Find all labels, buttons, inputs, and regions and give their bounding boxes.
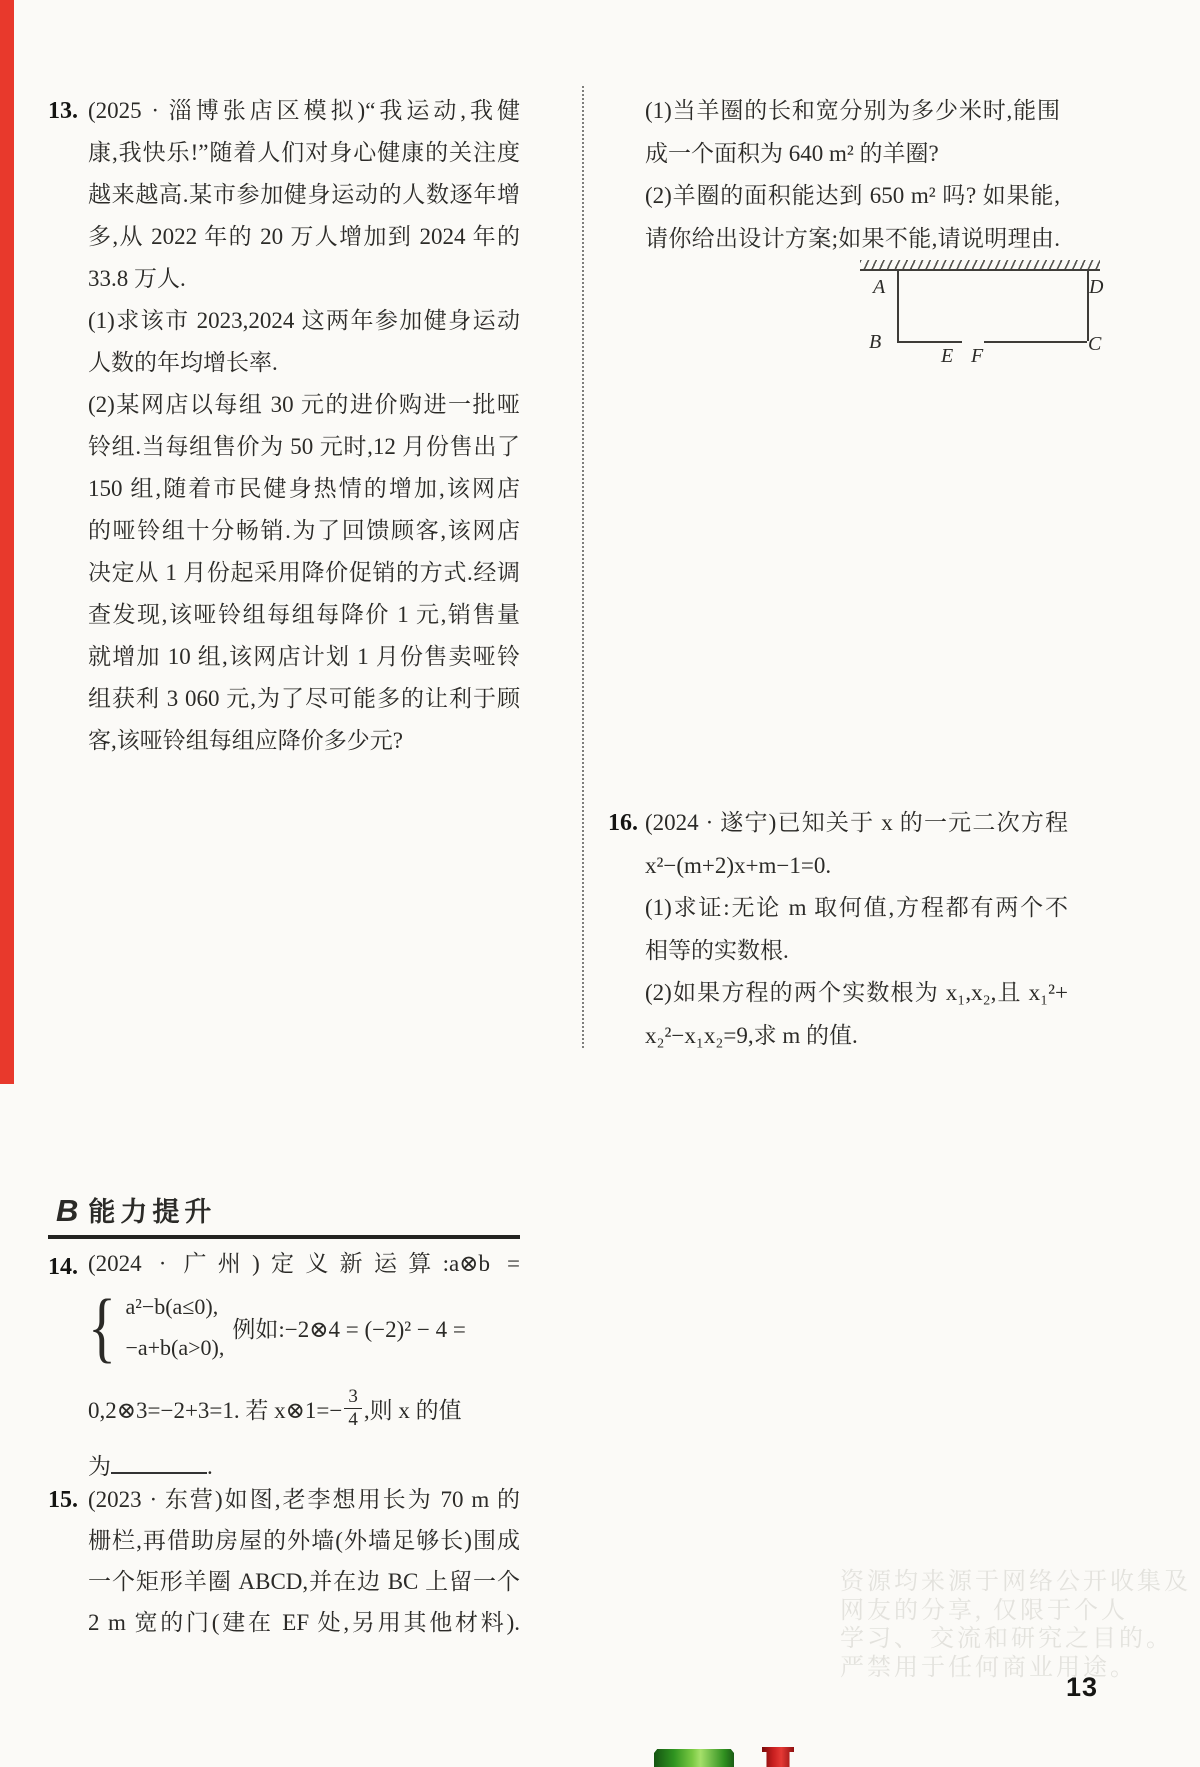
text-line: (2023 · 东营)如图,老李想用长为 70 m 的 — [88, 1487, 520, 1512]
text-line: 相等的实数根. — [645, 937, 789, 963]
text-line: (1)求证:无论 m 取何值,方程都有两个不 — [645, 895, 1068, 920]
text-line: 人数的年均增长率. — [88, 350, 278, 375]
section-header — [48, 1190, 520, 1239]
text-line: 决定从 1 月份起采用降价促销的方式.经调 — [88, 560, 520, 585]
text-line: (1)当羊圈的长和宽分别为多少米时,能围 — [645, 98, 1060, 123]
problem-number: 14. — [48, 1254, 78, 1280]
equation-text: ,则 x 的值 — [363, 1397, 462, 1423]
text-line: (1)求该市 2023,2024 这两年参加健身运动 — [88, 308, 520, 333]
text-line: 铃组.当每组售价为 50 元时,12 月份售出了 — [88, 434, 520, 459]
text-line: 客,该哑铃组每组应降价多少元? — [88, 728, 403, 753]
piecewise-case-bottom: −a+b(a>0), — [125, 1335, 225, 1360]
math-line: x²−(m+2)x+m−1=0. — [645, 852, 832, 878]
figure-label-b: B — [869, 331, 882, 353]
text-line: 150 组,随着市民健身热情的增加,该网店 — [88, 476, 520, 501]
section-title: 能力提升 — [88, 1197, 217, 1227]
math-line: x₂²−x₁x₂=9,求 m 的值. — [645, 1022, 858, 1048]
fraction-denominator: 4 — [348, 1408, 358, 1430]
section-underline — [48, 1235, 520, 1239]
text-line: (2)羊圈的面积能达到 650 m² 吗? 如果能, — [645, 183, 1060, 209]
text-line: 康,我快乐!”随着人们对身心健康的关注度 — [88, 140, 520, 165]
equation-line — [88, 1382, 520, 1434]
text-line: (2)某网店以每组 30 元的进价购进一批哑 — [88, 392, 520, 417]
figure-label-a: A — [873, 276, 886, 298]
text-line: 越来越高.某市参加健身运动的人数逐年增 — [88, 182, 520, 207]
text-line: 一个矩形羊圈 ABCD,并在边 BC 上留一个 — [88, 1569, 520, 1594]
text-line: (2024 · 遂宁)已知关于 x 的一元二次方程 — [645, 810, 1068, 835]
problem-number: 16. — [608, 810, 638, 836]
watermark — [840, 1568, 1200, 1682]
text-line: (2024 · 广州)定义新运算:a⊗b = — [88, 1251, 520, 1276]
red-edge-strip — [0, 0, 14, 1084]
problem-13 — [48, 90, 520, 762]
text-line: 组获利 3 060 元,为了尽可能多的让利于顾 — [88, 686, 520, 711]
pen-rectangle — [897, 271, 1089, 341]
watermark-line: 严禁用于任何商业用途。 — [840, 1654, 1137, 1681]
problem-number: 13. — [48, 98, 78, 124]
red-logo-fragment — [762, 1747, 794, 1767]
text-line: 查发现,该哑铃组每组每降价 1 元,销售量 — [88, 602, 520, 627]
pen-bottom-right-segment — [984, 341, 1087, 343]
piecewise-case-top: a²−b(a≤0), — [125, 1294, 219, 1319]
problem-number: 15. — [48, 1487, 78, 1513]
text-line: 请你给出设计方案;如果不能,请说明理由. — [645, 225, 1060, 251]
page-number: 13 — [1066, 1672, 1099, 1702]
problem-15-continuation — [645, 90, 1060, 260]
example-text: 例如:−2⊗4 = (−2)² − 4 = — [232, 1316, 466, 1342]
green-logo-fragment — [654, 1749, 734, 1767]
figure-label-e: E — [941, 345, 954, 367]
pen-bottom-left-segment — [897, 341, 962, 343]
figure-label-f: F — [971, 345, 984, 367]
problem-16 — [608, 802, 1068, 1057]
piecewise-definition — [88, 1283, 520, 1370]
figure-label-d: D — [1089, 276, 1104, 298]
piecewise-brace: { — [88, 1283, 117, 1370]
fraction — [344, 1386, 362, 1431]
problem-15 — [48, 1479, 520, 1643]
watermark-line: 网友的分享, 仅限于个人 — [840, 1597, 1128, 1624]
text-line: 就增加 10 组,该网店计划 1 月份售卖哑铃 — [88, 644, 520, 669]
text-line: 成一个面积为 640 m² 的羊圈? — [645, 140, 939, 166]
text-line: (2)如果方程的两个实数根为 x₁,x₂,且 x₁²+ — [645, 980, 1068, 1005]
text-line: 的哑铃组十分畅销.为了回馈顾客,该网店 — [88, 518, 520, 543]
section-letter: B — [56, 1193, 79, 1228]
watermark-line: 学习、 交流和研究之目的。 — [840, 1626, 1173, 1652]
wall-hatching — [860, 260, 1100, 271]
equation-text: 0,2⊗3=−2+3=1. 若 x⊗1=− — [88, 1397, 343, 1423]
column-divider — [582, 86, 584, 1048]
answer-blank — [111, 1452, 207, 1474]
text-line: 多,从 2022 年的 20 万人增加到 2024 年的 — [88, 224, 520, 249]
pen-figure — [850, 255, 1110, 370]
text-line: 2 m 宽的门(建在 EF 处,另用其他材料). — [88, 1610, 520, 1635]
text-line: (2025 · 淄博张店区模拟)“我运动,我健 — [88, 98, 520, 123]
problem-14 — [48, 1246, 520, 1484]
watermark-line: 资源均来源于网络公开收集及 — [840, 1569, 1191, 1595]
figure-label-c: C — [1088, 333, 1102, 355]
text-line: 栅栏,再借助房屋的外墙(外墙足够长)围成 — [88, 1528, 520, 1553]
text-line: 33.8 万人. — [88, 266, 186, 291]
answer-prefix: 为 — [88, 1454, 111, 1479]
answer-suffix: . — [207, 1454, 213, 1479]
fraction-numerator: 3 — [344, 1386, 362, 1409]
